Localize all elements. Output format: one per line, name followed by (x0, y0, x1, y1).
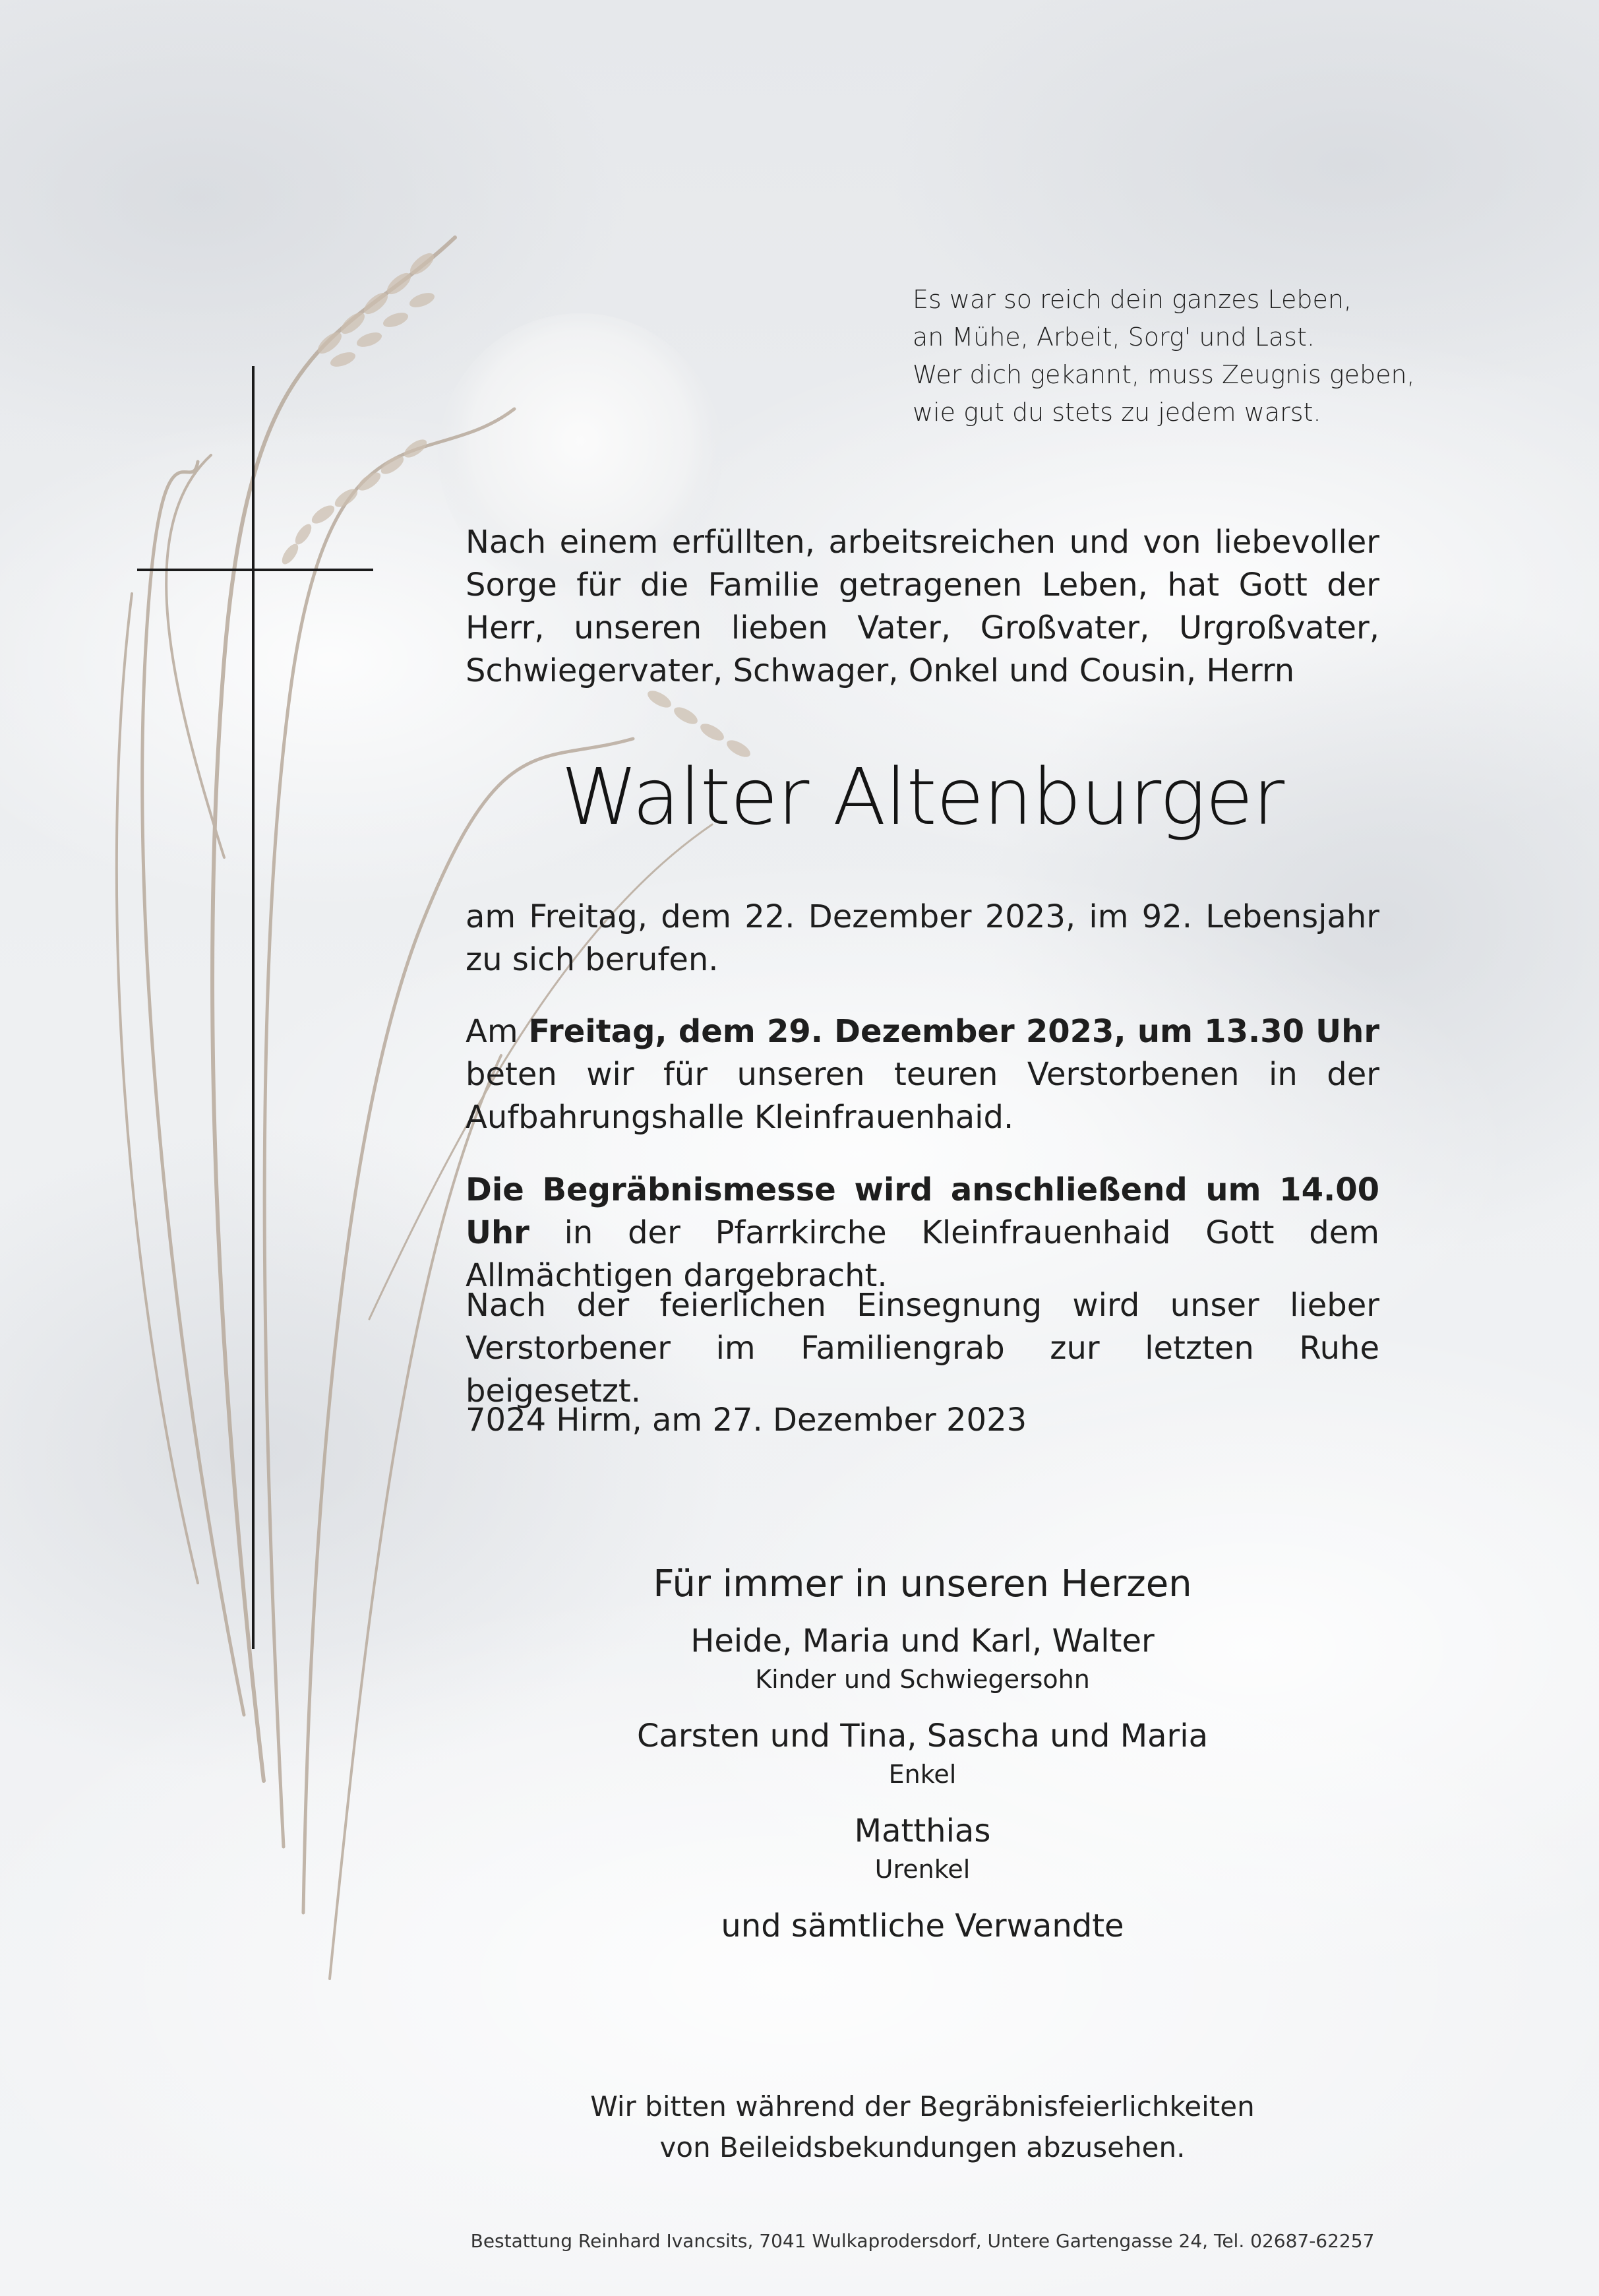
death-paragraph: am Freitag, dem 22. Dezember 2023, im 92. Lebensjahr zu sich berufen. (466, 898, 1379, 978)
memorial-poem (913, 281, 1414, 431)
condolence-request (466, 2086, 1379, 2168)
poem-line: an Mühe, Arbeit, Sorg' und Last. (913, 323, 1315, 352)
request-line: von Beileidsbekundungen abzusehen. (659, 2131, 1186, 2163)
intro-paragraph: Nach einem erfüllten, arbeitsreichen und von liebevoller Sorge für die Familie getragenen Leben, hat Gott der Herr, unseren lieben Vater, Großvater, Urgroßvater, Schwiegervater, Schwager, Onkel und Cousin, Herrn (466, 524, 1379, 689)
prayer-post: beten wir für unseren teuren Verstorbenen in der Aufbahrungshalle Kleinfrauenhaid. (466, 1056, 1379, 1136)
prayer-paragraph (466, 1010, 1379, 1139)
mourner-role: Urenkel (874, 1855, 971, 1884)
poem-line: wie gut du stets zu jedem warst. (913, 398, 1321, 427)
prayer-pre: Am (466, 1013, 529, 1050)
mass-time: Die Begräbnismesse wird anschließend um 14.00 Uhr (466, 1171, 1379, 1251)
mass-paragraph (466, 1169, 1379, 1297)
funeral-home-footer: Bestattung Reinhard Ivancsits, 7041 Wulkaprodersdorf, Untere Gartengasse 24, Tel. 02687-62257 (470, 2230, 1375, 2252)
request-line: Wir bitten während der Begräbnisfeierlichkeiten (590, 2090, 1255, 2123)
signature-closing: und sämtliche Verwandte (721, 1908, 1124, 1944)
burial-paragraph: Nach der feierlichen Einsegnung wird unser lieber Verstorbener im Familiengrab zur letzten Ruhe beigesetzt. (466, 1287, 1379, 1410)
deceased-name: Walter Altenburger (560, 751, 1284, 842)
signature-heading: Für immer in unseren Herzen (653, 1563, 1192, 1605)
mourner-names: Carsten und Tina, Sascha und Maria (636, 1718, 1209, 1754)
mourner-names: Matthias (854, 1813, 991, 1849)
mourner-role: Kinder und Schwiegersohn (755, 1665, 1090, 1694)
prayer-date-time: Freitag, dem 29. Dezember 2023, um 13.30 Uhr (528, 1013, 1380, 1050)
mourners-signature (466, 1558, 1379, 1947)
poem-line: Wer dich gekannt, muss Zeugnis geben, (913, 360, 1415, 389)
mourner-names: Heide, Maria und Karl, Walter (690, 1623, 1155, 1660)
place-date: 7024 Hirm, am 27. Dezember 2023 (466, 1402, 1027, 1439)
mass-post: in der Pfarrkirche Kleinfrauenhaid Gott dem Allmächtigen dargebracht. (466, 1214, 1379, 1294)
mourner-role: Enkel (888, 1760, 957, 1789)
poem-line: Es war so reich dein ganzes Leben, (913, 285, 1352, 314)
